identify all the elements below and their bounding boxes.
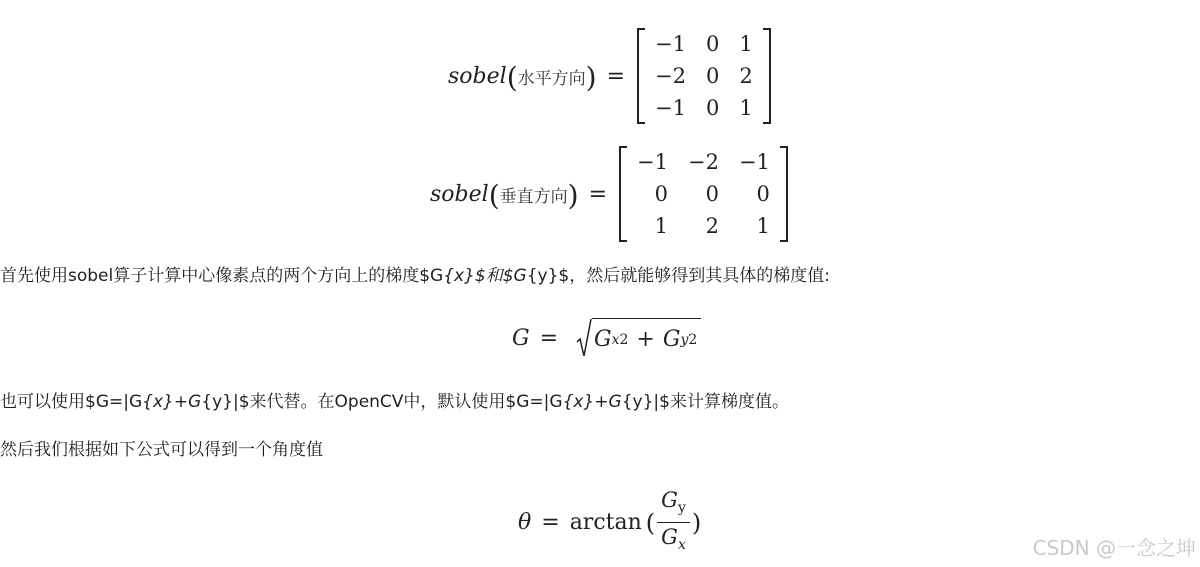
sobel-horizontal-formula bbox=[448, 28, 771, 124]
matrix-cell: −1 bbox=[637, 150, 668, 174]
alternative-gradient-paragraph: 也可以使用$G=|G{x}+G{y}|$来代替。在OpenCV中，默认使用$G=|G{x}+G{y}|$来计算梯度值。 bbox=[0, 392, 789, 412]
matrix-row bbox=[627, 210, 780, 242]
matrix-cell: 1 bbox=[654, 214, 668, 238]
matrix-cell: 0 bbox=[756, 182, 770, 206]
sobel-vertical-lhs: sobel ( 垂直方向 ) bbox=[430, 179, 579, 212]
matrix-row bbox=[645, 60, 763, 92]
gradient-angle-formula: θ = arctan ( $\frac{G_y}{G_x}$ ) bbox=[518, 488, 701, 557]
sobel-horizontal-matrix bbox=[637, 28, 771, 124]
fraction: $\frac{G_y}{G_x}$ bbox=[657, 488, 690, 557]
matrix-cell: −1 bbox=[738, 150, 770, 174]
matrix-cell: 0 bbox=[705, 96, 720, 120]
matrix-cell: −1 bbox=[655, 32, 686, 56]
matrix-cell: 0 bbox=[654, 182, 668, 206]
matrix-cell: −1 bbox=[655, 96, 686, 120]
equals-sign: = bbox=[606, 63, 625, 89]
sobel-vertical-arg: 垂直方向 bbox=[499, 186, 568, 207]
matrix-cell: 0 bbox=[705, 64, 720, 88]
matrix-cell: 2 bbox=[705, 214, 719, 238]
matrix-row bbox=[627, 178, 780, 210]
gradient-intro-paragraph: 首先使用sobel算子计算中心像素点的两个方向上的梯度$G{x}$和$G{y}$，然后就能够得到其具体的梯度值: bbox=[0, 266, 830, 286]
matrix-cell: 1 bbox=[756, 214, 770, 238]
equals-sign: = bbox=[588, 181, 607, 207]
matrix-cell: −2 bbox=[655, 64, 686, 88]
matrix-cell: 1 bbox=[739, 96, 753, 120]
matrix-cell: 0 bbox=[705, 182, 719, 206]
gradient-magnitude-formula: G = G x 2 + G y 2 bbox=[512, 318, 701, 358]
angle-intro-paragraph: 然后我们根据如下公式可以得到一个角度值 bbox=[0, 440, 323, 460]
matrix-row bbox=[627, 146, 780, 178]
radical-sign-icon bbox=[576, 318, 592, 358]
square-root: G x 2 + G y 2 bbox=[576, 318, 701, 358]
sobel-vertical-matrix bbox=[619, 146, 788, 242]
sobel-func: sobel bbox=[430, 181, 489, 207]
sobel-horizontal-lhs: sobel ( 水平方向 ) bbox=[448, 61, 597, 94]
matrix-cell: 1 bbox=[739, 32, 753, 56]
sobel-vertical-formula bbox=[430, 146, 788, 242]
matrix-row bbox=[645, 28, 763, 60]
matrix-cell: 0 bbox=[705, 32, 720, 56]
csdn-watermark: CSDN @一念之坤 bbox=[1032, 536, 1196, 560]
matrix-cell: −2 bbox=[687, 150, 719, 174]
sobel-func: sobel bbox=[448, 63, 507, 89]
matrix-row bbox=[645, 92, 763, 124]
sobel-horizontal-arg: 水平方向 bbox=[517, 68, 586, 89]
matrix-cell: 2 bbox=[739, 64, 753, 88]
